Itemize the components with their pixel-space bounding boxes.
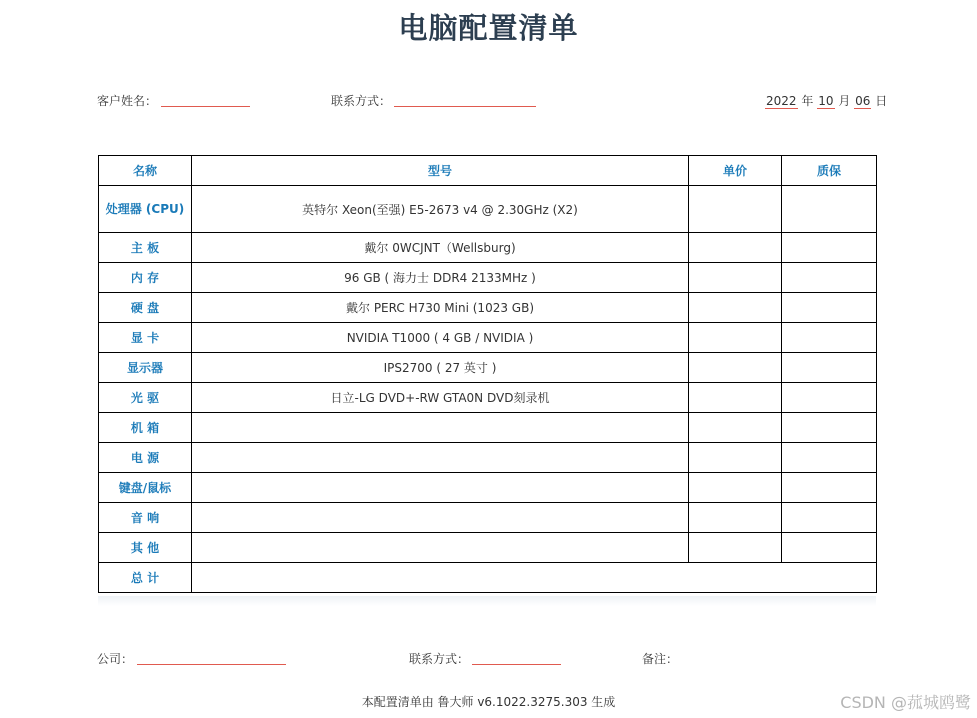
row-warranty[interactable] [782,443,877,473]
page-title: 电脑配置清单 [398,11,579,45]
row-model: 戴尔 0WCJNT（Wellsburg) [192,233,689,263]
row-model[interactable] [192,413,689,443]
row-model: 戴尔 PERC H730 Mini (1023 GB) [192,293,689,323]
total-value[interactable] [192,563,877,593]
date [765,92,887,109]
row-model: 日立-LG DVD+-RW GTA0N DVD刻录机 [192,383,689,413]
contact-field[interactable] [394,106,536,107]
contact-label: 联系方式： [331,94,392,108]
table-row [99,323,877,353]
col-header-model: 型号 [192,156,689,186]
date-day-unit: 日 [875,94,888,108]
table-row [99,353,877,383]
row-price[interactable] [689,263,782,293]
col-header-warranty: 质保 [782,156,877,186]
row-price[interactable] [689,353,782,383]
table-row [99,233,877,263]
row-warranty[interactable] [782,263,877,293]
row-price[interactable] [689,443,782,473]
row-warranty[interactable] [782,503,877,533]
row-price[interactable] [689,293,782,323]
bottom-contact-label: 联系方式： [409,652,470,666]
col-header-price: 单价 [689,156,782,186]
row-warranty[interactable] [782,353,877,383]
row-model[interactable] [192,503,689,533]
date-day: 06 [855,94,871,108]
customer-name-label: 客户姓名： [97,94,158,108]
company-field[interactable] [137,664,286,665]
row-warranty[interactable] [782,186,877,233]
watermark: CSDN @菰城鸥鹭 [840,693,971,712]
row-price[interactable] [689,503,782,533]
config-table [98,155,877,593]
row-model: IPS2700 ( 27 英寸 ) [192,353,689,383]
row-name: 光 驱 [99,383,192,413]
row-model: 英特尔 Xeon(至强) E5-2673 v4 @ 2.30GHz (X2) [192,186,689,233]
row-warranty[interactable] [782,323,877,353]
table-row [99,186,877,233]
row-warranty[interactable] [782,473,877,503]
table-row [99,413,877,443]
row-model[interactable] [192,473,689,503]
total-label: 总 计 [99,563,192,593]
row-name: 处理器 (CPU) [99,186,192,233]
table-row [99,383,877,413]
row-warranty[interactable] [782,413,877,443]
row-model: 96 GB ( 海力士 DDR4 2133MHz ) [192,263,689,293]
remark-label: 备注： [642,652,679,666]
date-month-unit: 月 [838,94,851,108]
date-year: 2022 [766,94,797,108]
date-month: 10 [818,94,834,108]
table-row [99,533,877,563]
footer-generated-by: 本配置清单由 鲁大师 v6.1022.3275.303 生成 [361,695,616,709]
row-warranty[interactable] [782,533,877,563]
row-name: 显 卡 [99,323,192,353]
row-name: 内 存 [99,263,192,293]
row-model[interactable] [192,443,689,473]
row-price[interactable] [689,186,782,233]
row-price[interactable] [689,233,782,263]
table-row [99,263,877,293]
row-warranty[interactable] [782,233,877,263]
row-name: 机 箱 [99,413,192,443]
row-name: 音 响 [99,503,192,533]
table-row [99,503,877,533]
table-row [99,443,877,473]
table-row [99,473,877,503]
col-header-name: 名称 [99,156,192,186]
row-name: 主 板 [99,233,192,263]
row-price[interactable] [689,383,782,413]
company-label: 公司： [97,652,134,666]
row-warranty[interactable] [782,383,877,413]
row-name: 键盘/鼠标 [99,473,192,503]
row-name: 硬 盘 [99,293,192,323]
row-price[interactable] [689,533,782,563]
row-model: NVIDIA T1000 ( 4 GB / NVIDIA ) [192,323,689,353]
customer-name-field[interactable] [161,106,250,107]
date-year-unit: 年 [801,94,814,108]
row-model[interactable] [192,533,689,563]
row-name: 电 源 [99,443,192,473]
table-row [99,293,877,323]
bottom-contact-field[interactable] [472,664,561,665]
row-name: 其 他 [99,533,192,563]
total-row [99,563,877,593]
row-price[interactable] [689,323,782,353]
row-name: 显示器 [99,353,192,383]
row-price[interactable] [689,413,782,443]
row-warranty[interactable] [782,293,877,323]
row-price[interactable] [689,473,782,503]
table-shadow [98,596,876,606]
